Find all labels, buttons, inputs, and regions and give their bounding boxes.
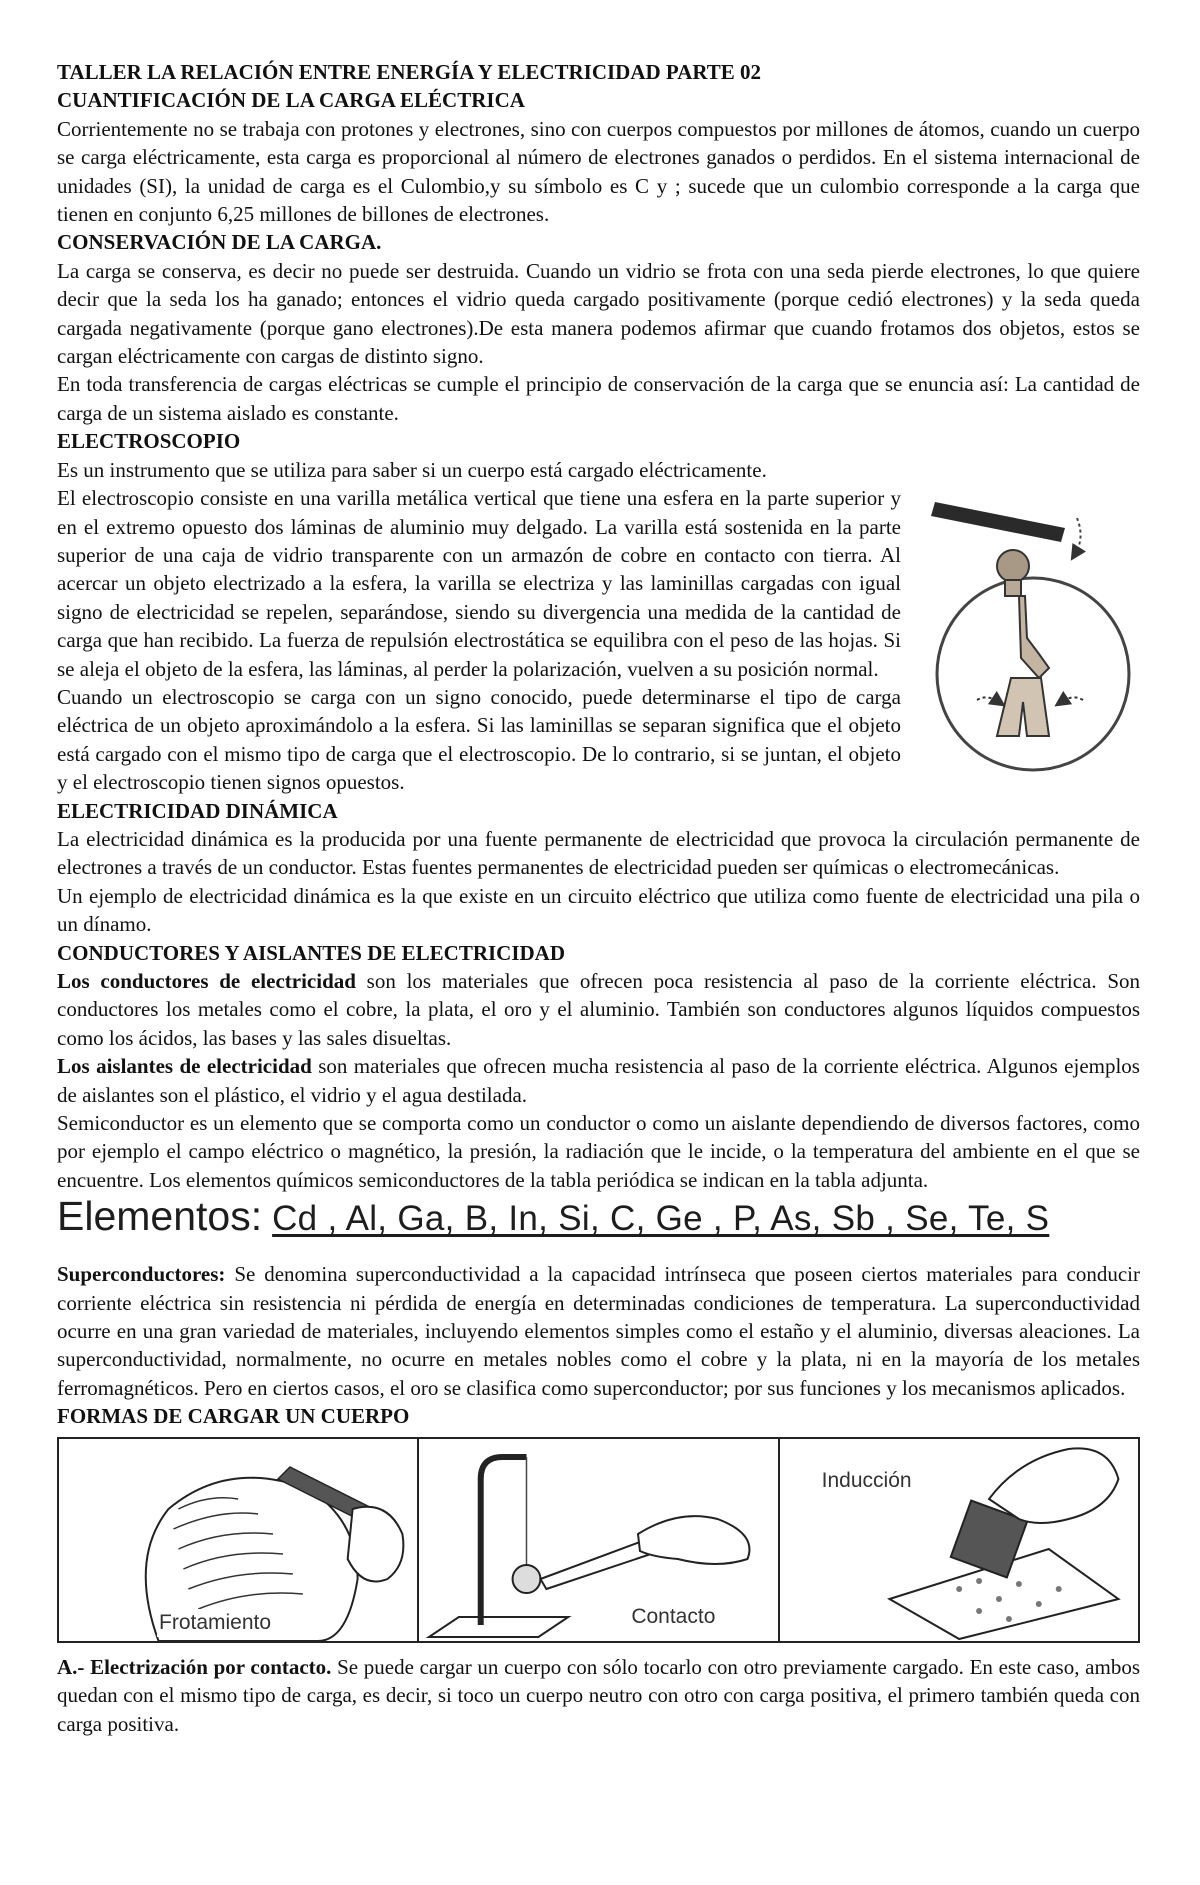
document-page [57, 58, 1140, 1738]
contact-illustration [419, 1439, 777, 1641]
panel-label: Contacto [629, 1603, 717, 1631]
paragraph [57, 1052, 1140, 1109]
document-title: TALLER LA RELACIÓN ENTRE ENERGÍA Y ELECTRICIDAD PARTE 02 [57, 60, 762, 84]
panel-label: Inducción [820, 1467, 914, 1495]
heading-conservacion: CONSERVACIÓN DE LA CARGA. [57, 230, 382, 255]
paragraph-text: son los materiales que ofrecen poca resistencia al paso de la corriente eléctrica. Son conductores los metales como el cobre, la plata, el oro y el aluminio. También son conductores algunos líquidos compuestos como los ácidos, las bases y las sales disueltas. [57, 969, 1140, 1050]
paragraph: El electroscopio consiste en una varilla metálica vertical que tiene una esfera en la parte superior y en el extremo opuesto dos láminas de aluminio muy delgado. La varilla está sostenida en la parte superior de una caja de vidrio transparente con un armazón de cobre en contacto con tierra. Al acercar un objeto electrizado a la esfera, la varilla se electriza y las laminillas cargadas con igual signo de electricidad se repelen, separándose, siendo su divergencia una medida de la cantidad de carga que han recibido. La fuerza de repulsión electrostática se equilibra con el peso de las hojas. Si se aleja el objeto de la esfera, las láminas, al perder la polarización, vuelven a su posición normal. [57, 484, 1140, 683]
paragraph-text: Se denomina superconductividad a la capacidad intrínseca que poseen ciertos materiales para conducir corriente eléctrica sin resistencia ni pérdida de energía en determinadas condiciones de temperatura. La superconductividad ocurre en una gran variedad de materiales, incluyendo elementos simples como el estaño y el aluminio, diversas aleaciones. La superconductividad, normalmente, no ocurre en metales nobles como el cobre y la plata, ni en la mayoría de los metales ferromagnéticos. Pero en ciertos casos, el oro se clasifica como superconductor; por sus funciones y los mecanismos aplicados. [57, 1262, 1140, 1400]
bold-term: Los aislantes de electricidad [57, 1054, 312, 1079]
heading-conductores: CONDUCTORES Y AISLANTES DE ELECTRICIDAD [57, 940, 566, 965]
paragraph: Corrientemente no se trabaja con protones y electrones, sino con cuerpos compuestos por millones de átomos, cuando un cuerpo se carga eléctricamente, esta carga es proporcional al número de electrones ganados o perdidos. En el sistema internacional de unidades (SI), la unidad de carga es el Culombio,y su símbolo es C y ; sucede que un culombio corresponde a la carga que tienen en conjunto 6,25 millones de billones de electrones. [57, 116, 1140, 227]
paragraph [57, 1260, 1140, 1402]
paragraph [57, 967, 1140, 1052]
elements-list: Cd , Al, Ga, B, In, Si, C, Ge , P, As, Sb , Se, Te, S [272, 1199, 1050, 1239]
panel-label: Frotamiento [157, 1609, 273, 1637]
bold-term: Superconductores: [57, 1262, 226, 1287]
paragraph: Semiconductor es un elemento que se comporta como un conductor o como un aislante dependiendo de diversos factores, como por ejemplo el campo eléctrico o magnético, la presión, la radiación que le incide, o la temperatura del ambiente en el que se encuentre. Los elementos químicos semiconductores de la tabla periódica se indican en la tabla adjunta. [57, 1111, 1140, 1192]
paragraph-text: Se puede cargar un cuerpo con sólo tocarlo con otro previamente cargado. En este caso, ambos quedan con el mismo tipo de carga, es decir, si toco un cuerpo neutro con otro con carga positiva, el primero también queda con carga positiva. [57, 1654, 1140, 1736]
bold-term: Los conductores de electricidad [57, 969, 356, 993]
paragraph: La carga se conserva, es decir no puede ser destruida. Cuando un vidrio se frota con una seda pierde electrones, lo que quiere decir que la seda los ha ganado; entonces el vidrio queda cargado positivamente (porque cedió electrones) y la seda queda cargada negativamente (porque gano electrones).De esta manera podemos afirmar que cuando frotamos dos objetos, estos se cargan eléctricamente con cargas de distinto signo. [57, 258, 1140, 369]
heading-formas-cargar: FORMAS DE CARGAR UN CUERPO [57, 1404, 410, 1429]
paragraph: Un ejemplo de electricidad dinámica es la que existe en un circuito eléctrico que utiliza como fuente de electricidad una pila o un dínamo. [57, 883, 1140, 937]
bold-term: A.- Electrización por contacto. [57, 1654, 332, 1679]
paragraph [57, 1653, 1140, 1738]
elements-list-image [57, 1193, 1140, 1252]
panel-contacto [419, 1439, 779, 1641]
paragraph: En toda transferencia de cargas eléctricas se cumple el principio de conservación de la carga que se enuncia así: La cantidad de carga de un sistema aislado es constante. [57, 372, 1140, 425]
paragraph-text: son materiales que ofrecen mucha resistencia al paso de la corriente eléctrica. Algunos ejemplos de aislantes son el plástico, el vidrio y el agua destilada. [57, 1054, 1140, 1107]
paragraph: Es un instrumento que se utiliza para saber si un cuerpo está cargado eléctricamente. [57, 457, 767, 482]
paragraph: La electricidad dinámica es la producida por una fuente permanente de electricidad que provoca la circulación permanente de electrones a través de un conductor. Estas fuentes permanentes de electricidad pueden ser químicas o electromecánicas. [57, 826, 1140, 880]
heading-electricidad-dinamica: ELECTRICIDAD DINÁMICA [57, 798, 338, 823]
paragraph: Cuando un electroscopio se carga con un signo conocido, puede determinarse el tipo de carga eléctrica de un objeto aproximándolo a la esfera. Si las laminillas se separan significa que el objeto está cargado con el mismo tipo de carga que el electroscopio. De lo contrario, si se juntan, el objeto y el electroscopio tienen signos opuestos. [57, 684, 901, 795]
elements-label: Elementos: [57, 1193, 263, 1240]
panel-induccion [780, 1439, 1138, 1641]
heading-electroscopio: ELECTROSCOPIO [57, 429, 241, 454]
electroscope-illustration [915, 488, 1140, 776]
panel-frotamiento [59, 1439, 419, 1641]
heading-cuantificacion: CUANTIFICACIÓN DE LA CARGA ELÉCTRICA [57, 88, 525, 113]
charging-methods-figure [57, 1437, 1140, 1643]
